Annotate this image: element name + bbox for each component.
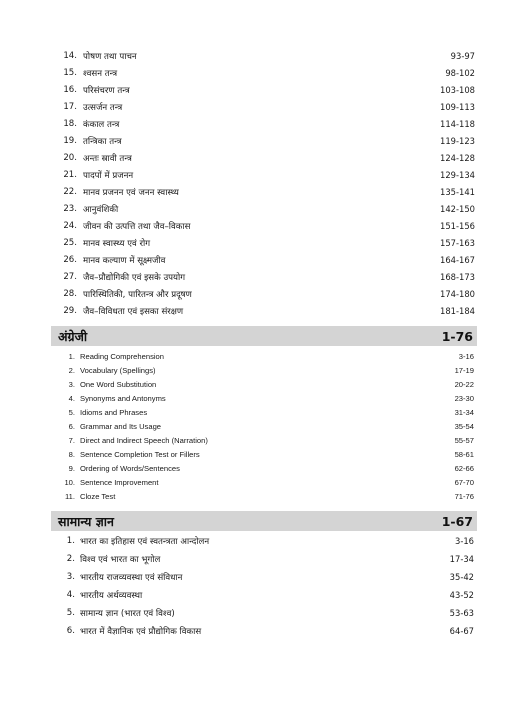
section-pages: 1-76 — [441, 328, 473, 344]
item-pages: 20-22 — [454, 379, 474, 389]
item-title: Vocabulary (Spellings) — [80, 365, 156, 375]
list-item — [58, 622, 474, 640]
list-item — [58, 550, 474, 568]
item-pages: 53-63 — [449, 608, 474, 618]
item-pages: 109-113 — [440, 101, 475, 112]
item-title: Synonyms and Antonyms — [80, 393, 166, 403]
item-number: 3. — [66, 572, 75, 582]
item-pages: 17-19 — [454, 365, 474, 375]
item-pages: 103-108 — [440, 84, 475, 95]
list-item — [58, 132, 475, 149]
item-pages: 67-70 — [454, 477, 474, 487]
item-pages: 23-30 — [454, 393, 474, 403]
item-title: मानव प्रजनन एवं जनन स्वास्थ्य — [83, 187, 179, 198]
list-item — [58, 183, 475, 200]
item-pages: 35-54 — [454, 421, 474, 431]
item-pages: 114-118 — [440, 118, 475, 129]
item-number: 28. — [63, 288, 77, 299]
list-item — [58, 489, 474, 503]
item-pages: 168-173 — [440, 271, 475, 282]
list-item — [58, 419, 474, 433]
section-title: सामान्य ज्ञान — [58, 513, 114, 529]
item-title: Reading Comprehension — [80, 351, 165, 361]
item-number: 15. — [63, 67, 77, 78]
item-title: पोषण तथा पाचन — [83, 51, 137, 62]
item-pages: 31-34 — [454, 407, 474, 417]
item-title: Sentence Completion Test or Fillers — [80, 449, 200, 459]
item-pages: 3-16 — [458, 351, 474, 361]
list-item — [58, 433, 474, 447]
item-number: 5. — [66, 608, 75, 618]
item-title: आनुवंशिकी — [83, 204, 119, 215]
item-number: 18. — [63, 118, 77, 129]
item-number: 1. — [66, 536, 75, 546]
item-title: Idioms and Phrases — [80, 407, 148, 417]
item-pages: 135-141 — [440, 186, 475, 197]
item-title: मानव कल्याण में सूक्ष्मजीव — [83, 255, 166, 266]
list-item — [58, 64, 475, 81]
item-pages: 129-134 — [440, 169, 475, 180]
item-title: श्वसन तन्त्र — [83, 68, 118, 79]
item-number: 16. — [63, 84, 77, 95]
list-item — [58, 115, 475, 132]
list-item — [58, 568, 474, 586]
item-pages: 142-150 — [440, 203, 475, 214]
list-item — [58, 586, 474, 604]
item-title: भारत में वैज्ञानिक एवं प्रौद्योगिक विकास — [80, 627, 202, 637]
item-number: 2. — [68, 365, 75, 375]
item-title: भारतीय राजव्यवस्था एवं संविधान — [80, 573, 183, 583]
list-item — [58, 405, 474, 419]
item-number: 8. — [68, 449, 75, 459]
item-pages: 3-16 — [454, 536, 474, 546]
item-title: जैव–विविधता एवं इसका संरक्षण — [83, 306, 184, 317]
item-number: 9. — [68, 463, 75, 473]
item-number: 17. — [63, 101, 77, 112]
section-title: अंग्रेजी — [58, 328, 88, 344]
item-pages: 98-102 — [445, 67, 475, 78]
item-number: 22. — [63, 186, 77, 197]
item-number: 1. — [68, 351, 75, 361]
item-pages: 181-184 — [440, 305, 475, 316]
item-title: तन्त्रिका तन्त्र — [83, 136, 122, 147]
item-number: 11. — [65, 491, 75, 501]
list-item — [58, 349, 474, 363]
item-number: 3. — [68, 379, 75, 389]
item-title: Grammar and Its Usage — [80, 421, 162, 431]
list-item — [58, 302, 475, 319]
item-number: 27. — [63, 271, 77, 282]
list-item — [58, 217, 475, 234]
section-pages: 1-67 — [441, 513, 473, 529]
list-item — [58, 447, 474, 461]
section-header-gk — [51, 511, 477, 531]
item-number: 10. — [64, 477, 75, 487]
item-pages: 164-167 — [440, 254, 475, 265]
item-title: उत्सर्जन तन्त्र — [83, 102, 123, 113]
section-header-english — [51, 326, 477, 346]
item-number: 7. — [68, 435, 75, 445]
item-number: 19. — [63, 135, 77, 146]
list-item — [58, 166, 475, 183]
item-title: पारिस्थितिकी, पारितन्त्र और प्रदूषण — [83, 289, 192, 300]
item-title: Direct and Indirect Speech (Narration) — [80, 435, 208, 445]
list-item — [58, 200, 475, 217]
item-number: 26. — [63, 254, 77, 265]
item-title: विश्व एवं भारत का भूगोल — [80, 555, 161, 565]
item-title: अन्तः स्रावी तन्त्र — [83, 153, 132, 164]
item-number: 2. — [66, 554, 75, 564]
item-title: जैव–प्रौद्योगिकी एवं इसके उपयोग — [83, 272, 186, 283]
item-pages: 157-163 — [440, 237, 475, 248]
item-title: सामान्य ज्ञान (भारत एवं विश्व) — [80, 609, 175, 619]
item-title: कंकाल तन्त्र — [83, 119, 120, 130]
list-item — [58, 475, 474, 489]
item-number: 20. — [63, 152, 77, 163]
item-pages: 71-76 — [454, 491, 474, 501]
list-item — [58, 251, 475, 268]
list-item — [58, 285, 475, 302]
item-pages: 64-67 — [449, 626, 474, 636]
item-pages: 174-180 — [440, 288, 475, 299]
list-item — [58, 98, 475, 115]
item-number: 6. — [66, 626, 75, 636]
item-title: जीवन की उत्पत्ति तथा जैव–विकास — [83, 221, 191, 232]
list-item — [58, 604, 474, 622]
item-pages: 62-66 — [454, 463, 474, 473]
item-pages: 43-52 — [449, 590, 474, 600]
item-title: मानव स्वास्थ्य एवं रोग — [83, 238, 151, 249]
item-number: 29. — [63, 305, 77, 316]
list-item — [58, 149, 475, 166]
item-pages: 55-57 — [454, 435, 474, 445]
list-item — [58, 81, 475, 98]
item-number: 24. — [63, 220, 77, 231]
item-pages: 151-156 — [440, 220, 475, 231]
list-item — [58, 234, 475, 251]
item-pages: 93-97 — [450, 50, 475, 61]
item-number: 4. — [66, 590, 75, 600]
item-number: 23. — [63, 203, 77, 214]
item-title: परिसंचरण तन्त्र — [83, 85, 130, 96]
item-number: 21. — [63, 169, 77, 180]
item-number: 4. — [68, 393, 75, 403]
item-title: भारतीय अर्थव्यवस्था — [80, 591, 143, 601]
item-title: Ordering of Words/Sentences — [80, 463, 180, 473]
item-title: पादपों में प्रजनन — [83, 170, 134, 181]
item-title: भारत का इतिहास एवं स्वतन्त्रता आन्दोलन — [80, 537, 210, 547]
item-pages: 35-42 — [449, 572, 474, 582]
item-title: Sentence Improvement — [80, 477, 159, 487]
item-number: 25. — [63, 237, 77, 248]
list-item — [58, 268, 475, 285]
item-number: 6. — [68, 421, 75, 431]
list-item — [58, 391, 474, 405]
list-item — [58, 532, 474, 550]
item-pages: 58-61 — [454, 449, 474, 459]
item-pages: 119-123 — [440, 135, 475, 146]
item-number: 5. — [68, 407, 75, 417]
item-pages: 124-128 — [440, 152, 475, 163]
item-pages: 17-34 — [449, 554, 474, 564]
list-item — [58, 363, 474, 377]
item-number: 14. — [63, 50, 77, 61]
list-item — [58, 47, 475, 64]
item-title: One Word Substitution — [80, 379, 157, 389]
list-item — [58, 377, 474, 391]
item-title: Cloze Test — [80, 491, 116, 501]
list-item — [58, 461, 474, 475]
